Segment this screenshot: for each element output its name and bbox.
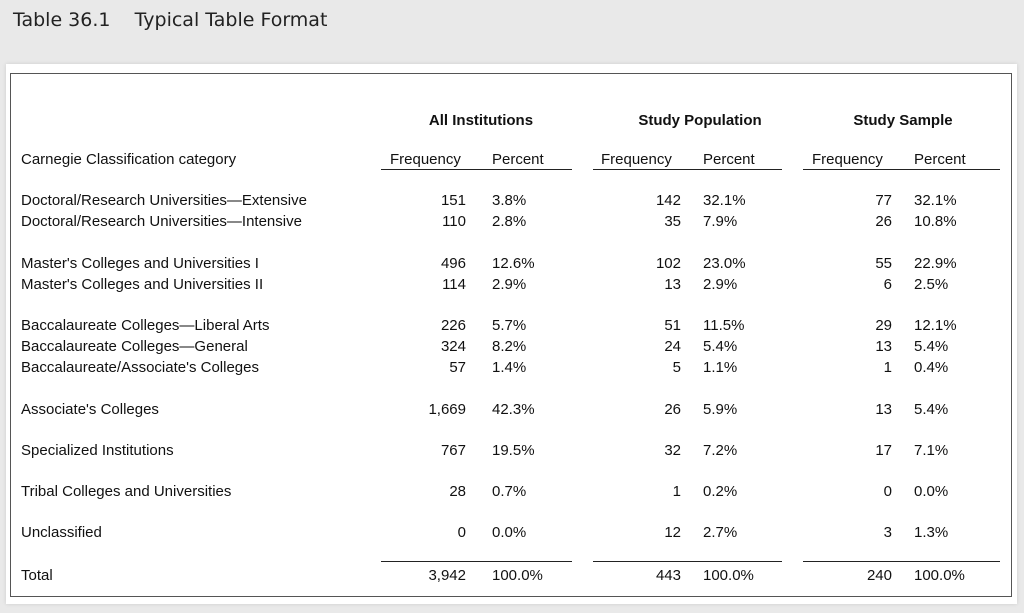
percent-cell: 3.8% bbox=[492, 192, 527, 209]
percent-cell: 5.4% bbox=[914, 338, 949, 355]
total-frequency-cell: 3,942 bbox=[428, 567, 466, 584]
percent-cell: 5.7% bbox=[492, 317, 527, 334]
percent-cell: 12.1% bbox=[914, 317, 957, 334]
frequency-cell: 151 bbox=[440, 192, 466, 209]
total-frequency-cell: 443 bbox=[655, 567, 681, 584]
total-rule bbox=[593, 561, 782, 562]
frequency-header: Frequency bbox=[601, 151, 672, 168]
frequency-header: Frequency bbox=[812, 151, 883, 168]
percent-cell: 0.0% bbox=[492, 524, 527, 541]
percent-header: Percent bbox=[492, 151, 544, 168]
frequency-cell: 110 bbox=[442, 213, 466, 230]
row-label: Unclassified bbox=[21, 524, 102, 541]
column-group-header: Study Sample bbox=[853, 112, 953, 129]
frequency-cell: 13 bbox=[875, 401, 892, 418]
frequency-cell: 102 bbox=[655, 255, 681, 272]
percent-cell: 0.0% bbox=[914, 483, 949, 500]
header-rule bbox=[593, 169, 782, 170]
frequency-cell: 5 bbox=[672, 359, 681, 376]
row-label: Master's Colleges and Universities I bbox=[21, 255, 259, 272]
row-header-label: Carnegie Classification category bbox=[21, 151, 237, 168]
column-group-header: Study Population bbox=[638, 112, 762, 129]
frequency-cell: 324 bbox=[440, 338, 466, 355]
frequency-cell: 55 bbox=[875, 255, 892, 272]
frequency-cell: 226 bbox=[440, 317, 466, 334]
percent-cell: 2.8% bbox=[492, 213, 527, 230]
percent-cell: 23.0% bbox=[703, 255, 746, 272]
percent-cell: 5.9% bbox=[703, 401, 738, 418]
frequency-cell: 0 bbox=[457, 524, 466, 541]
frequency-cell: 35 bbox=[664, 213, 681, 230]
percent-cell: 7.1% bbox=[914, 442, 949, 459]
frequency-cell: 142 bbox=[655, 192, 681, 209]
frequency-cell: 1 bbox=[672, 483, 681, 500]
total-percent-cell: 100.0% bbox=[492, 567, 543, 584]
percent-cell: 5.4% bbox=[914, 401, 949, 418]
row-label: Tribal Colleges and Universities bbox=[21, 483, 232, 500]
percent-cell: 42.3% bbox=[492, 401, 535, 418]
frequency-cell: 6 bbox=[883, 276, 892, 293]
frequency-cell: 496 bbox=[440, 255, 466, 272]
percent-cell: 5.4% bbox=[703, 338, 738, 355]
frequency-cell: 13 bbox=[875, 338, 892, 355]
frequency-cell: 114 bbox=[442, 276, 466, 293]
total-rule bbox=[381, 561, 572, 562]
frequency-cell: 13 bbox=[664, 276, 681, 293]
frequency-cell: 1 bbox=[883, 359, 892, 376]
percent-cell: 2.9% bbox=[492, 276, 527, 293]
percent-cell: 32.1% bbox=[914, 192, 957, 209]
frequency-cell: 29 bbox=[875, 317, 892, 334]
row-label: Baccalaureate Colleges—General bbox=[21, 338, 248, 355]
row-label: Baccalaureate Colleges—Liberal Arts bbox=[21, 317, 270, 334]
percent-cell: 0.2% bbox=[703, 483, 738, 500]
frequency-cell: 24 bbox=[664, 338, 681, 355]
row-label: Specialized Institutions bbox=[21, 442, 174, 459]
percent-cell: 22.9% bbox=[914, 255, 957, 272]
frequency-cell: 17 bbox=[875, 442, 892, 459]
frequency-cell: 32 bbox=[664, 442, 681, 459]
percent-cell: 7.9% bbox=[703, 213, 738, 230]
percent-cell: 8.2% bbox=[492, 338, 527, 355]
frequency-header: Frequency bbox=[390, 151, 461, 168]
total-percent-cell: 100.0% bbox=[914, 567, 965, 584]
row-label: Master's Colleges and Universities II bbox=[21, 276, 264, 293]
total-frequency-cell: 240 bbox=[866, 567, 892, 584]
percent-cell: 2.5% bbox=[914, 276, 949, 293]
frequency-cell: 0 bbox=[883, 483, 892, 500]
percent-cell: 2.9% bbox=[703, 276, 738, 293]
frequency-cell: 77 bbox=[875, 192, 892, 209]
frequency-cell: 12 bbox=[664, 524, 681, 541]
frequency-cell: 767 bbox=[440, 442, 466, 459]
header-rule bbox=[381, 169, 572, 170]
frequency-cell: 1,669 bbox=[428, 401, 466, 418]
percent-cell: 32.1% bbox=[703, 192, 746, 209]
percent-header: Percent bbox=[914, 151, 966, 168]
percent-cell: 7.2% bbox=[703, 442, 738, 459]
row-label: Baccalaureate/Associate's Colleges bbox=[21, 359, 259, 376]
percent-cell: 2.7% bbox=[703, 524, 738, 541]
percent-header: Percent bbox=[703, 151, 755, 168]
percent-cell: 1.1% bbox=[703, 359, 738, 376]
percent-cell: 0.7% bbox=[492, 483, 527, 500]
frequency-cell: 51 bbox=[664, 317, 681, 334]
percent-cell: 12.6% bbox=[492, 255, 535, 272]
frequency-cell: 28 bbox=[449, 483, 466, 500]
row-label: Doctoral/Research Universities—Extensive bbox=[21, 192, 307, 209]
percent-cell: 11.5% bbox=[703, 317, 745, 334]
percent-cell: 1.3% bbox=[914, 524, 949, 541]
total-label: Total bbox=[21, 567, 53, 584]
percent-cell: 10.8% bbox=[914, 213, 957, 230]
row-label: Doctoral/Research Universities—Intensive bbox=[21, 213, 302, 230]
percent-cell: 19.5% bbox=[492, 442, 535, 459]
total-rule bbox=[803, 561, 1000, 562]
header-rule bbox=[803, 169, 1000, 170]
table-caption: Table 36.1 Typical Table Format bbox=[13, 9, 328, 31]
frequency-cell: 57 bbox=[449, 359, 466, 376]
frequency-cell: 3 bbox=[883, 524, 892, 541]
percent-cell: 1.4% bbox=[492, 359, 527, 376]
column-group-header: All Institutions bbox=[428, 112, 534, 129]
percent-cell: 0.4% bbox=[914, 359, 949, 376]
row-label: Associate's Colleges bbox=[21, 401, 159, 418]
frequency-cell: 26 bbox=[875, 213, 892, 230]
total-percent-cell: 100.0% bbox=[703, 567, 754, 584]
frequency-cell: 26 bbox=[664, 401, 681, 418]
